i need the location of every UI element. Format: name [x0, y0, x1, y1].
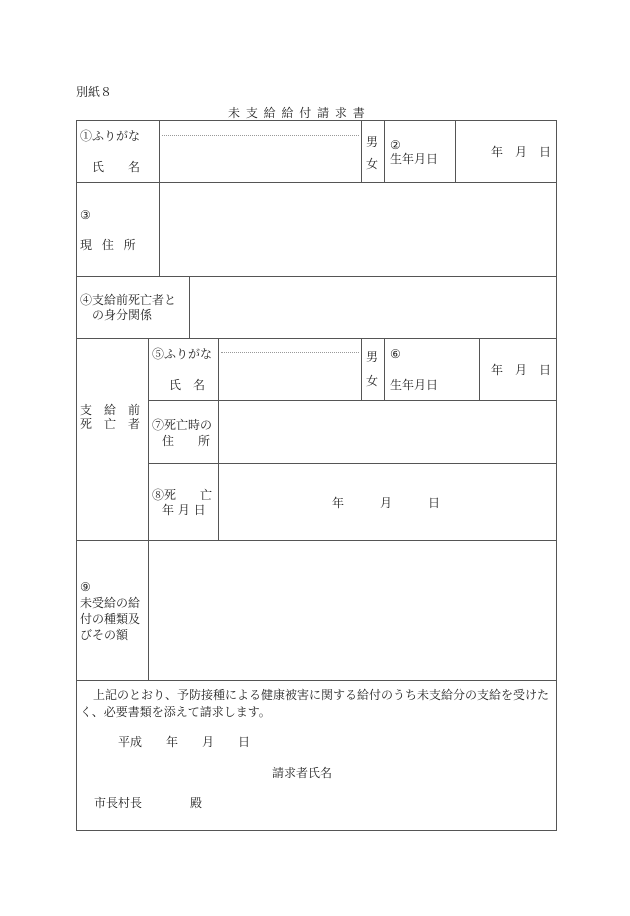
appendix-label: 別紙８ [76, 85, 113, 99]
deceased-birth-label: 生年月日 [390, 378, 439, 392]
applicant-name-field[interactable] [160, 138, 360, 181]
deceased-name-label: 氏 名 [169, 378, 206, 392]
death-address-label-2: 住 所 [162, 434, 211, 448]
deceased-section-label-2: 死 亡 者 [80, 417, 141, 431]
deceased-gender-female[interactable]: 女 [366, 374, 379, 388]
deceased-gender-male[interactable]: 男 [366, 350, 379, 364]
benefit-number: ⑨ [80, 580, 91, 594]
deceased-name-field[interactable] [219, 356, 360, 399]
gender-female[interactable]: 女 [366, 157, 379, 171]
form-title: 未 支 給 給 付 請 求 書 [228, 106, 366, 120]
declaration-line-1: 上記のとおり、予防接種による健康被害に関する給付のうち未支給分の支給を受けた [93, 688, 550, 702]
benefit-label-3: びその額 [80, 628, 129, 642]
claimant-name-label: 請求者氏名 [272, 766, 333, 780]
deceased-birth-date-field[interactable]: 年 月 日 [491, 363, 552, 377]
declaration-date[interactable]: 平成 年 月 日 [118, 735, 251, 749]
death-address-label-1: ⑦死亡時の [152, 418, 213, 432]
benefit-field[interactable] [149, 541, 555, 679]
relation-label-1: ④支給前死亡者と [80, 293, 177, 307]
death-address-field[interactable] [219, 401, 555, 462]
benefit-label-1: 未受給の給 [80, 596, 141, 610]
gender-male[interactable]: 男 [366, 135, 379, 149]
relation-label-2: の身分関係 [92, 308, 153, 322]
deceased-section-label-1: 支 給 前 [80, 403, 141, 417]
death-date-label-1: ⑧死 亡 [152, 488, 213, 502]
birth-number: ② [390, 138, 401, 152]
deceased-furigana-label: ⑤ふりがな [152, 347, 213, 361]
birth-date-field[interactable]: 年 月 日 [491, 145, 552, 159]
birth-label: 生年月日 [390, 152, 439, 166]
addressee-label: 市長村長 殿 [94, 796, 203, 810]
relation-field[interactable] [190, 277, 555, 337]
declaration-line-2: く、必要書類を添えて請求します。 [80, 705, 271, 719]
death-date-label-2: 年 月 日 [162, 503, 206, 517]
address-label: 現 住 所 [80, 238, 139, 252]
name-label: 氏 名 [92, 160, 141, 174]
benefit-label-2: 付の種類及 [80, 612, 141, 626]
address-field[interactable] [160, 183, 555, 275]
deceased-birth-number: ⑥ [390, 347, 401, 361]
death-date-field[interactable]: 年 月 日 [332, 496, 441, 510]
furigana-label: ①ふりがな [80, 129, 141, 143]
address-number: ③ [80, 208, 91, 222]
